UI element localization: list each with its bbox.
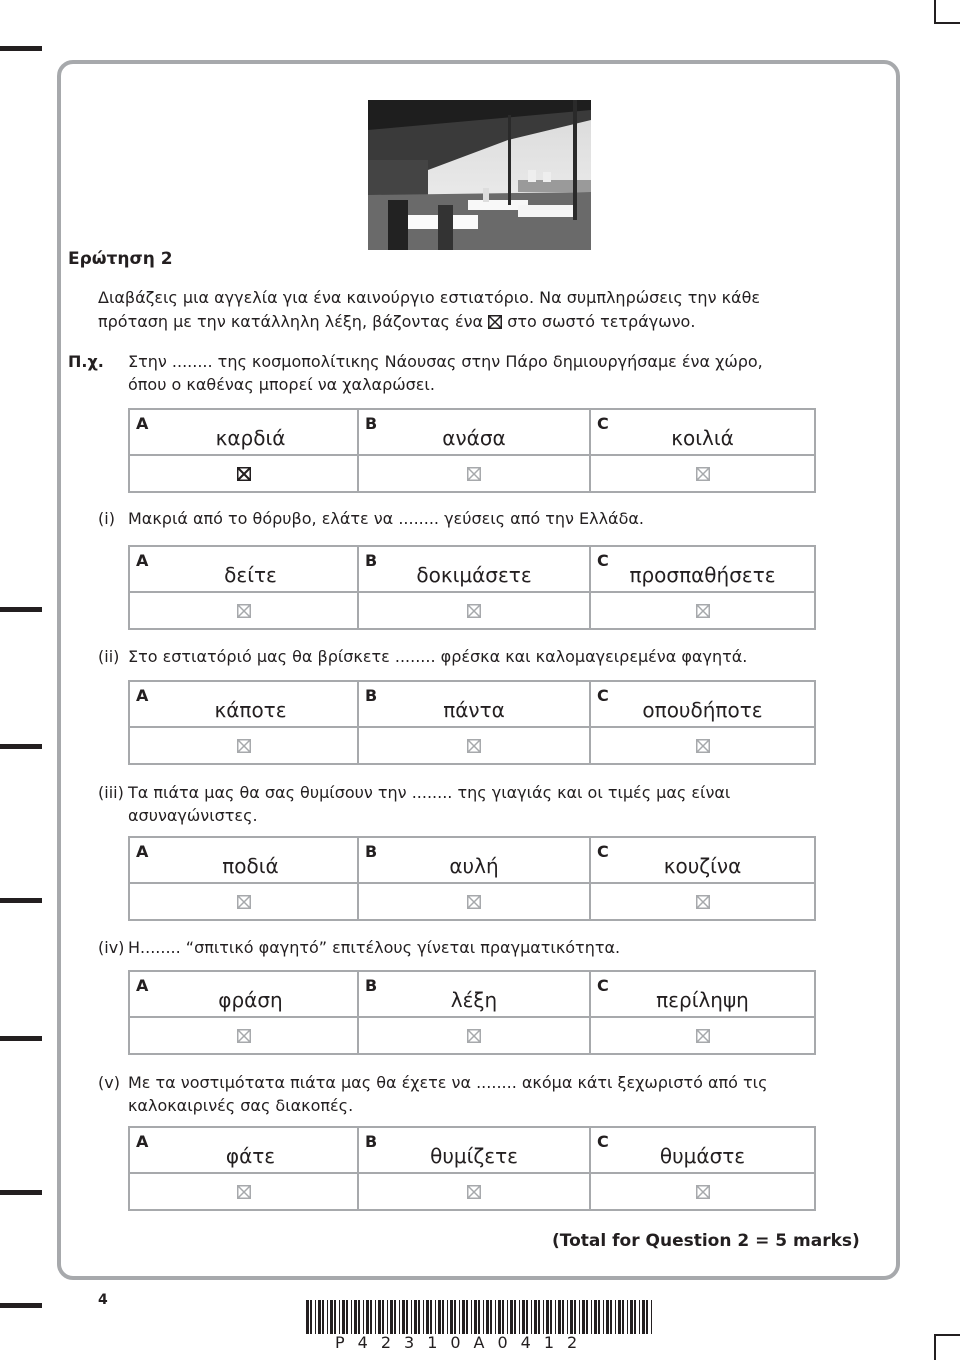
option-header-cell [591,410,814,456]
instructions-line2-post: στο σωστό τετράγωνο. [507,312,696,331]
option-word: δοκιμάσετε [416,563,532,587]
option-header-cell [359,972,591,1018]
item-sentence-line1: Τα πιάτα μας θα σας θυμίσουν την ........ της γιαγιάς και οι τιμές μας είναι [128,783,731,802]
answer-checkbox[interactable] [467,604,481,618]
option-header-cell [130,1128,359,1174]
option-letter: B [365,686,378,705]
option-word: θυμάστε [659,1144,746,1168]
option-letter: C [597,686,609,705]
option-letter: C [597,551,609,570]
option-word: περίληψη [656,988,749,1012]
option-word: λέξη [450,988,498,1012]
option-header-cell [359,547,591,593]
options-table [128,680,816,765]
option-word: πάντα [443,698,505,722]
option-letter: B [365,976,378,995]
option-word: κουζίνα [663,854,742,878]
answer-checkbox[interactable] [467,467,481,481]
option-header-cell [591,547,814,593]
option-checkbox-cell [130,884,359,919]
option-letter: B [365,842,378,861]
barcode-text: P42310A0412 [335,1333,591,1352]
option-checkbox-cell [359,1018,591,1053]
total-marks: (Total for Question 2 = 5 marks) [552,1231,860,1251]
option-checkbox-cell [591,1174,814,1209]
registration-mark [934,1334,960,1360]
checked-box-icon[interactable] [237,467,251,481]
option-letter: C [597,414,609,433]
option-letter: A [136,842,149,861]
option-letter: C [597,842,609,861]
item-number: (ii) [98,647,120,666]
option-word: προσπαθήσετε [629,563,776,587]
option-word: ποδιά [222,854,279,878]
answer-checkbox[interactable] [696,467,710,481]
option-header-cell [591,682,814,728]
crossed-box-icon [488,312,502,335]
option-checkbox-cell [359,728,591,763]
option-letter: C [597,1132,609,1151]
item-sentence-line2: ασυναγώνιστες. [128,806,258,825]
answer-checkbox[interactable] [467,895,481,909]
options-table [128,1126,816,1211]
option-header-cell [130,838,359,884]
option-checkbox-cell [591,728,814,763]
item-sentence-line1: Με τα νοστιμότατα πιάτα μας θα έχετε να ........ ακόμα κάτι ξεχωριστό από τις [128,1073,768,1092]
option-header-cell [130,547,359,593]
options-table [128,408,816,493]
margin-mark [0,607,42,612]
item-sentence-line1: Στο εστιατόριό μας θα βρίσκετε ........ φρέσκα και καλομαγειρεμένα φαγητά. [128,647,748,666]
answer-checkbox[interactable] [467,1029,481,1043]
question-title: Ερώτηση 2 [68,249,173,269]
option-checkbox-cell [130,593,359,628]
option-checkbox-cell [359,593,591,628]
instructions-line1: Διαβάζεις μια αγγελία για ένα καινούργιο εστιατόριο. Να συμπληρώσεις την κάθε [98,288,761,307]
option-header-cell [591,972,814,1018]
option-checkbox-cell [359,456,591,491]
option-letter: B [365,414,378,433]
option-checkbox-cell [591,1018,814,1053]
option-header-cell [591,1128,814,1174]
answer-checkbox[interactable] [467,739,481,753]
answer-checkbox[interactable] [696,739,710,753]
example-label: Π.χ. [68,352,104,371]
item-number: (i) [98,509,115,528]
option-letter: A [136,686,149,705]
margin-mark [0,1190,42,1195]
option-header-cell [359,682,591,728]
margin-mark [0,744,42,749]
option-letter: C [597,976,609,995]
barcode [306,1300,654,1334]
answer-checkbox[interactable] [237,1029,251,1043]
option-checkbox-cell [130,456,359,491]
margin-mark [0,1303,42,1308]
margin-mark [0,1036,42,1041]
option-word: θυμίζετε [430,1144,518,1168]
option-header-cell [359,838,591,884]
instructions-line2-pre: πρόταση με την κατάλληλη λέξη, βάζοντας ένα [98,312,484,331]
option-checkbox-cell [359,884,591,919]
option-word: ανάσα [442,426,506,450]
option-word: αυλή [449,854,499,878]
registration-mark [934,0,960,24]
option-word: κοιλιά [671,426,734,450]
option-word: δείτε [224,563,277,587]
option-checkbox-cell [130,728,359,763]
instructions-line2 [98,310,695,335]
option-checkbox-cell [130,1018,359,1053]
answer-checkbox[interactable] [696,1029,710,1043]
option-header-cell [591,838,814,884]
option-checkbox-cell [359,1174,591,1209]
answer-checkbox[interactable] [237,604,251,618]
restaurant-photo [368,100,591,250]
answer-checkbox[interactable] [696,895,710,909]
option-header-cell [359,1128,591,1174]
option-checkbox-cell [591,593,814,628]
option-word: φράση [218,988,283,1012]
answer-checkbox[interactable] [237,895,251,909]
item-number: (v) [98,1073,120,1092]
option-checkbox-cell [591,456,814,491]
margin-mark [0,898,42,903]
option-letter: A [136,414,149,433]
item-number: (iv) [98,938,125,957]
option-word: καρδιά [215,426,286,450]
option-checkbox-cell [591,884,814,919]
item-sentence-line1: Η........ “σπιτικό φαγητό” επιτέλους γίνεται πραγματικότητα. [128,938,621,957]
option-checkbox-cell [130,1174,359,1209]
options-table [128,545,816,630]
page-number: 4 [98,1292,108,1308]
item-sentence-line2: καλοκαιρινές σας διακοπές. [128,1096,354,1115]
option-header-cell [130,682,359,728]
option-letter: A [136,1132,149,1151]
answer-checkbox[interactable] [467,1185,481,1199]
options-table [128,970,816,1055]
answer-checkbox[interactable] [696,1185,710,1199]
option-header-cell [130,410,359,456]
option-word: φάτε [225,1144,276,1168]
option-letter: B [365,1132,378,1151]
item-sentence-line1: Μακριά από το θόρυβο, ελάτε να ........ γεύσεις από την Ελλάδα. [128,509,645,528]
example-line1: Στην ........ της κοσμοπολίτικης Νάουσας στην Πάρο δημιουργήσαμε ένα χώρο, [128,352,763,371]
option-header-cell [359,410,591,456]
option-letter: A [136,551,149,570]
option-word: κάποτε [214,698,287,722]
option-letter: A [136,976,149,995]
options-table [128,836,816,921]
answer-checkbox[interactable] [237,1185,251,1199]
option-letter: B [365,551,378,570]
answer-checkbox[interactable] [237,739,251,753]
example-line2: όπου ο καθένας μπορεί να χαλαρώσει. [128,375,435,394]
answer-checkbox[interactable] [696,604,710,618]
option-word: οπουδήποτε [642,698,763,722]
margin-mark [0,46,42,51]
item-number: (iii) [98,783,124,802]
option-header-cell [130,972,359,1018]
